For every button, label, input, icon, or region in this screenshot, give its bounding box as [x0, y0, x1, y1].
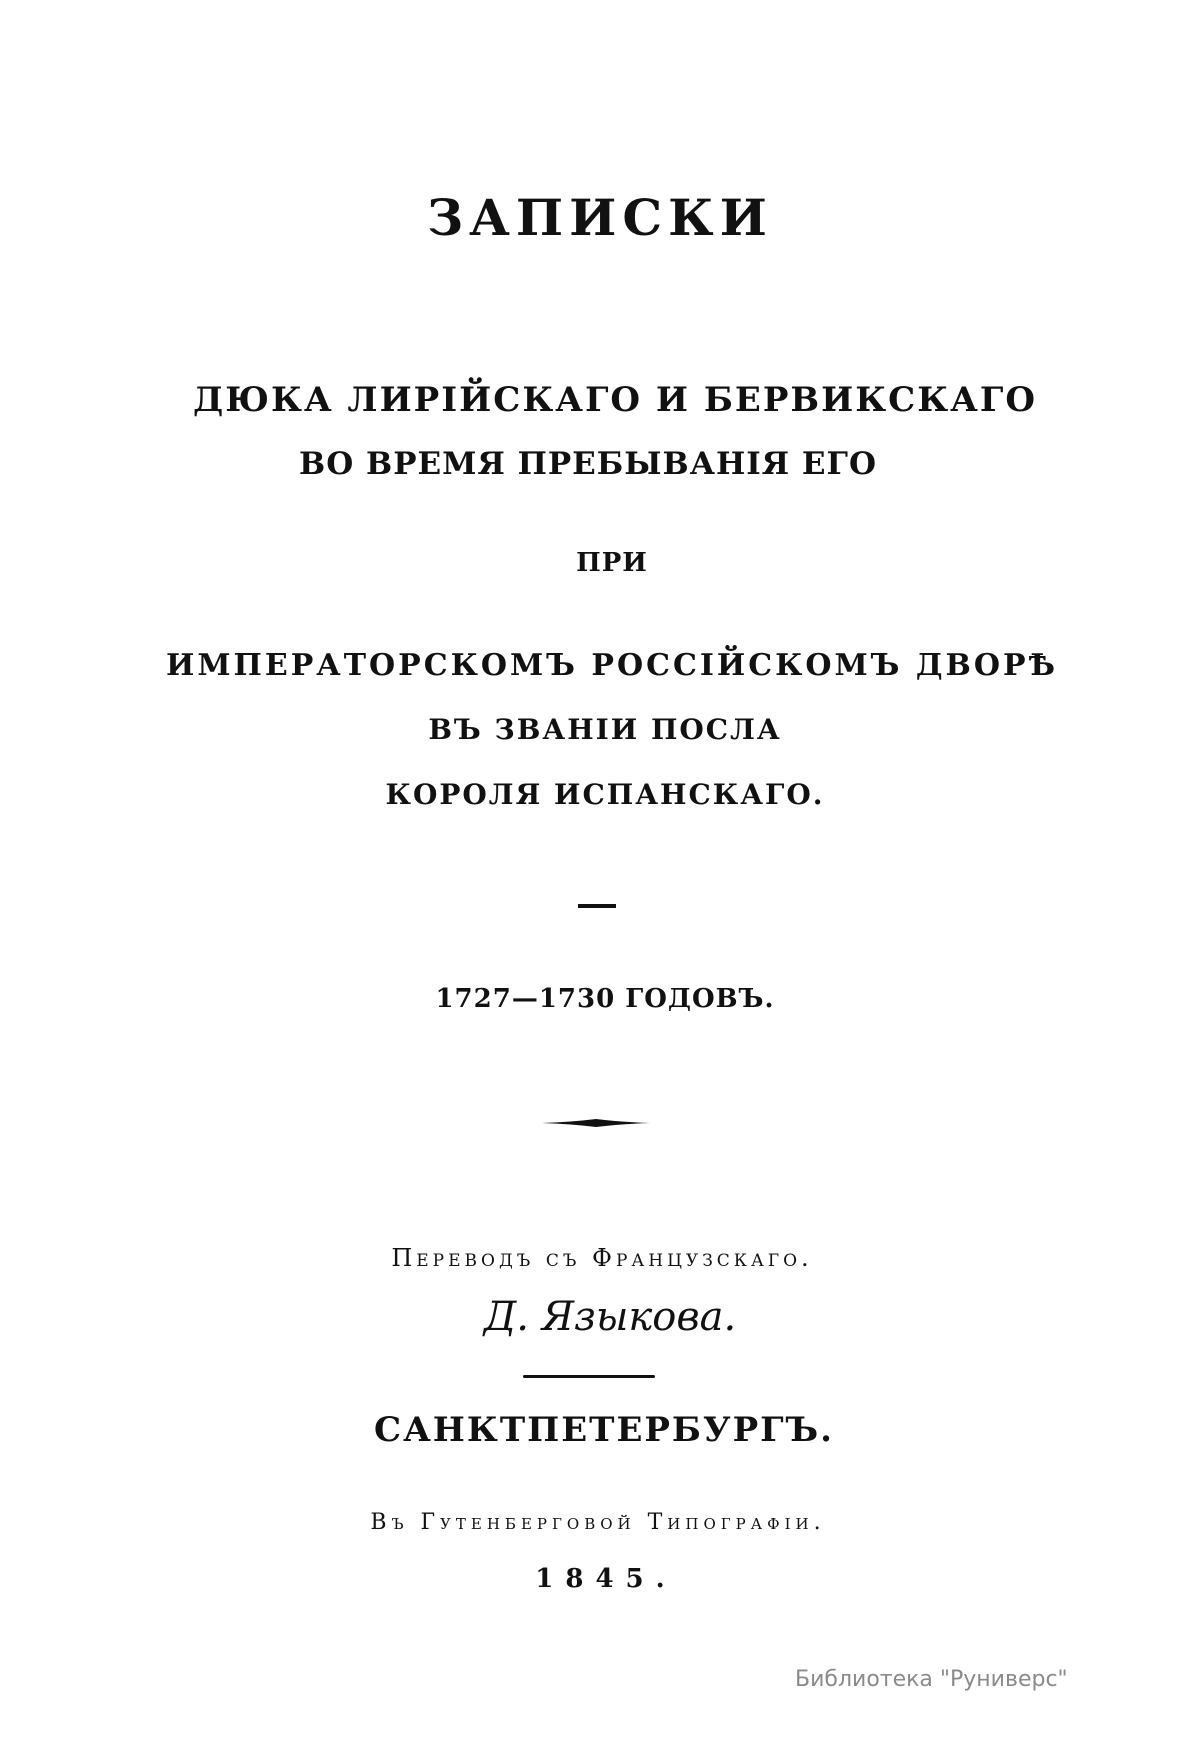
book-title: ЗАПИСКИ — [427, 188, 773, 247]
separator-dash — [578, 904, 616, 908]
city-line: САНКТПЕТЕРБУРГЪ. — [374, 1410, 834, 1450]
ornament-divider — [542, 1117, 650, 1129]
translator-name: Д. Языкова. — [483, 1294, 737, 1340]
court-line: ИМПЕРАТОРСКОМЪ РОССІЙСКОМЪ ДВОРѢ — [165, 648, 1058, 683]
preposition-line: ПРИ — [576, 548, 648, 578]
separator-rule — [523, 1375, 655, 1378]
king-line: КОРОЛЯ ИСПАНСКАГО. — [385, 778, 825, 811]
library-watermark: Библиотека "Руниверс" — [795, 1667, 1068, 1692]
years-line: 1727—1730 ГОДОВЪ. — [435, 984, 775, 1014]
publication-year: 1845. — [535, 1564, 677, 1594]
translation-note: Переводъ съ Французскаго. — [391, 1244, 813, 1272]
press-line: Въ Гутенберговой Типографіи. — [370, 1510, 826, 1535]
subtitle-line-2: ВО ВРЕМЯ ПРЕБЫВАНІЯ ЕГО — [299, 446, 877, 482]
rank-line: ВЪ ЗВАНІИ ПОСЛА — [428, 713, 782, 746]
subtitle-line-1: ДЮКА ЛИРІЙСКАГО И БЕРВИКСКАГО — [193, 380, 1037, 420]
